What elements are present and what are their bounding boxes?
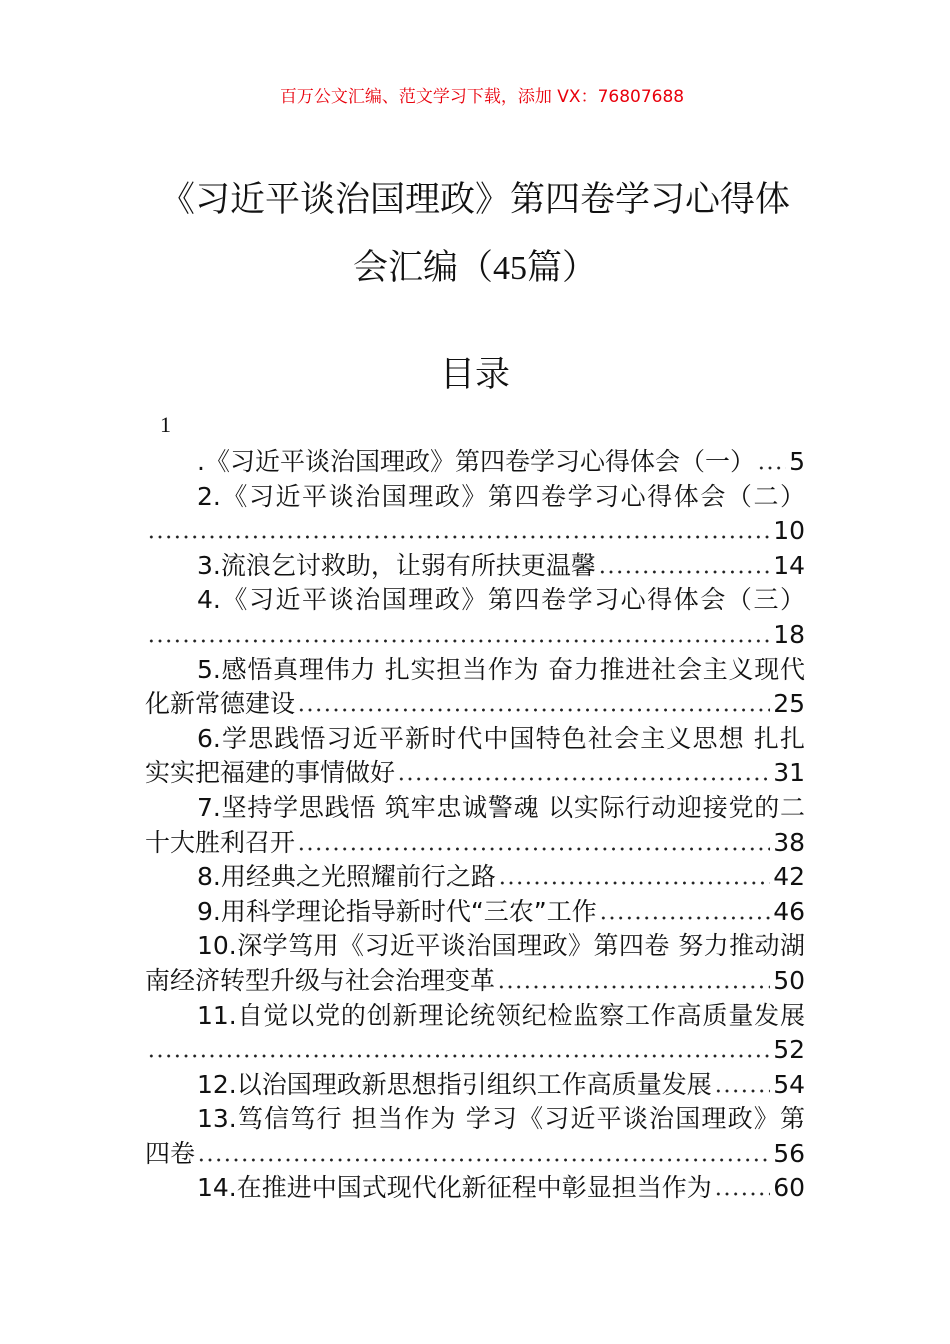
toc-entry-line — [145, 445, 805, 480]
document-title — [0, 166, 950, 303]
toc-entry-title: 12.以治国理政新思想指引组织工作高质量发展 — [197, 1069, 712, 1099]
toc-entry — [145, 929, 805, 998]
toc-entry — [145, 860, 805, 895]
toc-entry-line — [145, 1171, 805, 1206]
toc-leader — [147, 535, 770, 539]
toc-page-number: 52 — [773, 1035, 805, 1065]
toc-entry-line — [145, 1137, 805, 1172]
toc-leader — [714, 1089, 770, 1093]
toc-page-number: 60 — [773, 1173, 805, 1203]
toc-entry-title: 6.学思践悟习近平新时代中国特色社会主义思想 扎扎 — [197, 723, 805, 753]
toc-page-number: 10 — [773, 516, 805, 546]
toc-entry-title: 9.用科学理论指导新时代“三农”工作 — [197, 896, 597, 926]
toc-entry-line — [145, 826, 805, 861]
toc-entry-line — [145, 687, 805, 722]
title-text: 篇） — [527, 248, 598, 288]
toc-entry-line — [145, 514, 805, 549]
toc-page-number: 46 — [773, 896, 805, 926]
toc-heading: 目录 — [439, 355, 510, 395]
toc-leader — [757, 466, 786, 470]
toc-entry-title: 2.《习近平谈治国理政》第四卷学习心得体会（二） — [197, 481, 805, 511]
toc-entry — [145, 895, 805, 930]
toc-leader — [497, 985, 770, 989]
toc-page-number: 25 — [773, 689, 805, 719]
toc-entry-line — [145, 756, 805, 791]
toc-entry — [145, 722, 805, 791]
toc-entry — [145, 999, 805, 1068]
toc-entry-title: 13.笃信笃行 担当作为 学习《习近平谈治国理政》第 — [197, 1104, 805, 1134]
toc-entry — [145, 1068, 805, 1103]
toc-entry-line — [145, 1033, 805, 1068]
toc-page-number: 5 — [789, 447, 805, 476]
toc-entry — [145, 1171, 805, 1206]
toc-leader — [197, 1158, 770, 1162]
toc-page-number: 42 — [773, 862, 805, 892]
toc-entry-title: 5.感悟真理伟力 扎实担当作为 奋力推进社会主义现代 — [197, 654, 805, 684]
document-title-line-1: 《习近平谈治国理政》第四卷学习心得体 — [159, 180, 790, 220]
toc-entry — [145, 445, 805, 480]
toc-page-number: 14 — [773, 550, 805, 580]
toc-entry-title-continued: 南经济转型升级与社会治理变革 — [145, 965, 496, 995]
toc-page-number: 18 — [773, 619, 805, 649]
toc-entry — [145, 1102, 805, 1171]
toc-leader — [498, 881, 770, 885]
toc-leader — [598, 570, 770, 574]
toc-leader — [297, 708, 770, 712]
document-title-line-2 — [0, 234, 950, 303]
toc-number-marker: 1 — [160, 412, 171, 437]
toc-leader — [714, 1192, 770, 1196]
toc-entry — [145, 653, 805, 722]
toc-leader — [147, 1054, 770, 1058]
toc-page-number: 54 — [773, 1069, 805, 1099]
download-notice: 百万公文汇编、范文学习下载，添加 VX：76807688 — [279, 87, 685, 107]
toc-entry-line — [145, 860, 805, 895]
toc-entry-line — [145, 895, 805, 930]
toc-entry — [145, 549, 805, 584]
toc-entry-title: 4.《习近平谈治国理政》第四卷学习心得体会（三） — [197, 585, 805, 615]
toc-page-number: 50 — [773, 965, 805, 995]
toc-page-number: 38 — [773, 827, 805, 857]
toc-entry — [145, 480, 805, 549]
toc-page-number: 56 — [773, 1138, 805, 1168]
toc-entry-line — [145, 618, 805, 653]
toc-entry — [145, 791, 805, 860]
title-article-count: 45 — [493, 250, 527, 287]
toc-page-number: 31 — [773, 758, 805, 788]
toc-leader — [397, 777, 770, 781]
toc-entry-title: 14.在推进中国式现代化新征程中彰显担当作为 — [197, 1173, 712, 1203]
toc-leader — [147, 639, 770, 643]
toc-entry — [145, 583, 805, 652]
toc-entry-title: 8.用经典之光照耀前行之路 — [197, 862, 496, 892]
toc-entry-title: 3.流浪乞讨救助，让弱有所扶更温馨 — [197, 550, 596, 580]
toc-entry-title: 11.自觉以党的创新理论统领纪检监察工作高质量发展 — [197, 1000, 805, 1030]
table-of-contents — [145, 445, 805, 1206]
toc-entry-line — [145, 1068, 805, 1103]
title-text: 会汇编（ — [352, 248, 493, 288]
toc-entry-title-continued: 实实把福建的事情做好 — [145, 758, 396, 788]
toc-leader — [599, 916, 770, 920]
toc-entry-title-continued: 四卷 — [145, 1138, 196, 1168]
toc-entry-line — [145, 964, 805, 999]
toc-entry-title: 7.坚持学思践悟 筑牢忠诚警魂 以实际行动迎接党的二 — [197, 792, 805, 822]
toc-entry-title: .《习近平谈治国理政》第四卷学习心得体会（一） — [197, 447, 755, 476]
toc-entry-title-continued: 化新常德建设 — [145, 689, 296, 719]
toc-leader — [297, 847, 770, 851]
toc-entry-line — [145, 549, 805, 584]
toc-entry-title-continued: 十大胜利召开 — [145, 827, 296, 857]
toc-entry-title: 10.深学笃用《习近平谈治国理政》第四卷 努力推动湖 — [197, 931, 805, 961]
